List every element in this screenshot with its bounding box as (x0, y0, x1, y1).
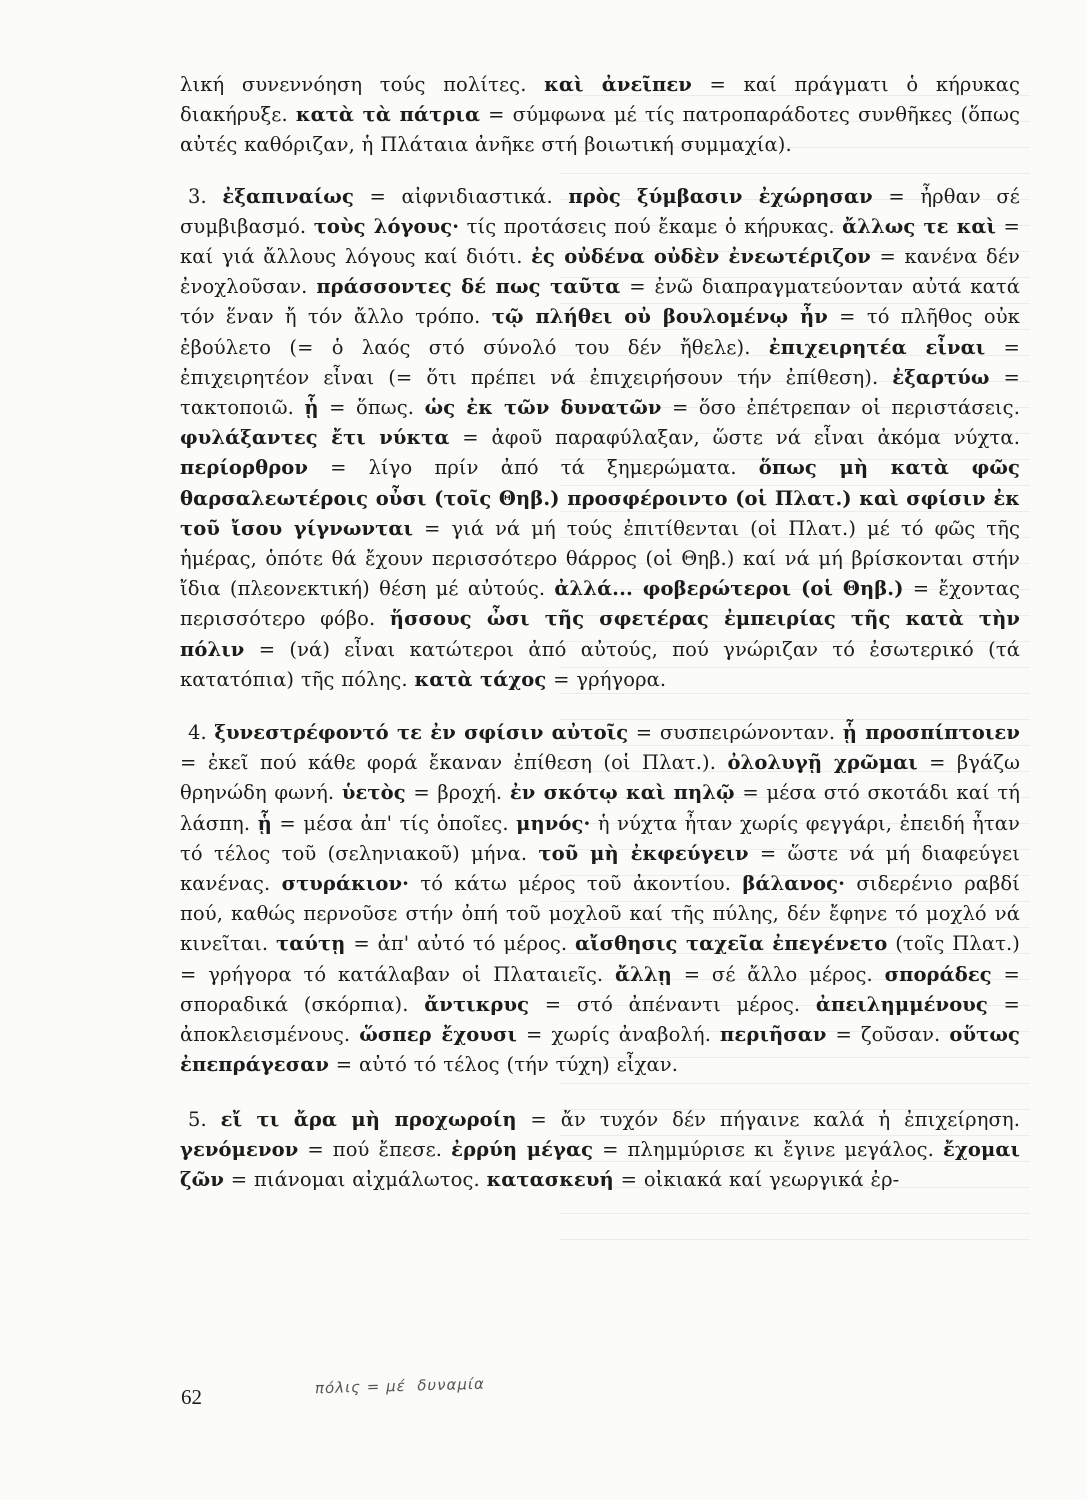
gloss-text: = πλημμύρισε κι ἔγινε μεγάλος. (593, 1137, 943, 1161)
gloss-text: = ὥστε νά μή διαφεύγει κανένας. (180, 841, 1027, 896)
gloss-text: = βγάζω θρηνώδη φωνή. (180, 751, 1027, 805)
lemma-term: ἔχομαι ζῶν (180, 1137, 1028, 1191)
lemma-term: ᾗ (257, 811, 272, 835)
paragraph-section-4 (180, 718, 1028, 1080)
lemma-term: ἥσσους ὦσι τῆς σφετέρας ἐμπειρίας τῆς κατὰ τὴν πόλιν (180, 607, 1028, 661)
gloss-text: = αἰφνιδιαστικά. (353, 184, 569, 208)
handwritten-note: πόλις = μέ δυναμία (314, 1374, 486, 1398)
lemma-term: ὅπως μὴ κατὰ φῶς θαρσαλεωτέροις οὖσι (τοῖς Θηβ.) προσφέροιντο (οἱ Πλατ.) καὶ σφίσιν ἐκ τοῦ ἴσου γίγνωνται (180, 456, 1028, 540)
lemma-term: οὕτως ἐπεπράγεσαν (180, 1023, 1028, 1077)
gloss-text: = πιάνομαι αἰχμάλωτος. (223, 1167, 487, 1191)
lemma-term: ἄλλῃ (614, 962, 672, 986)
gloss-text: = καί πράγματι ὁ κήρυκας διακήρυξε. (180, 73, 1027, 127)
lemma-term: στυράκιον· (281, 872, 409, 896)
lemma-term: ὀλολυγῇ χρῶμαι (727, 751, 918, 775)
lemma-term: ὑετὸς (341, 781, 406, 805)
lemma-term: ἀπειλημμένους (815, 992, 988, 1016)
gloss-text: = γιά νά μή τούς ἐπιτίθενται (οἱ Πλατ.) μέ τό φῶς τῆς ἡμέρας, ὁπότε θά ἔχουν περισσότερο θάρρος (οἱ Θηβ.) καί νά μή βρίσκονται στήν ἴδια (πλεονεκτική) θέση μέ αὐτούς. (180, 516, 1027, 601)
gloss-text: = μέσα ἀπ' τίς ὁποῖες. (271, 811, 517, 835)
gloss-text: = ἄν τυχόν δέν πήγαινε καλά ἡ ἐπιχείρηση. (516, 1107, 1027, 1131)
lemma-term: κατὰ τὰ πάτρια (295, 103, 481, 127)
gloss-text: = γρήγορα. (546, 667, 667, 691)
gloss-text: = ζοῦσαν. (826, 1023, 950, 1047)
gloss-text: = σέ ἄλλο μέρος. (671, 962, 885, 986)
lemma-term: ἐξαπιναίως (222, 184, 354, 208)
gloss-text: = τό πλῆθος οὐκ ἐβούλετο (= ὁ λαός στό σύνολό του δέν ἤθελε). (180, 305, 1027, 359)
lemma-term: περίορθρον (180, 456, 309, 480)
gloss-text: = οἰκιακά καί γεωργικά ἐρ- (613, 1167, 900, 1191)
lemma-term: ἐρρύη μέγας (451, 1137, 594, 1161)
lemma-term: ᾗ προσπίπτοιεν (842, 721, 1020, 745)
gloss-text: = τακτοποιῶ. (180, 365, 1027, 420)
gloss-text: = ἀπ' αὐτό τό μέρος. (345, 932, 576, 956)
gloss-text: = ἔχοντας περισσότερο φόβο. (180, 577, 1027, 631)
lemma-term: σποράδες (884, 962, 992, 986)
lemma-term: ἐν σκότῳ καὶ πηλῷ (509, 781, 735, 805)
lemma-term: φυλάξαντες ἔτι νύκτα (180, 426, 450, 450)
gloss-text: = βροχή. (405, 781, 510, 805)
main-text (180, 70, 1028, 1195)
lemma-term: κατασκευή (486, 1167, 614, 1191)
lemma-term: γενόμενον (180, 1137, 299, 1161)
lemma-term: βάλανος· (742, 872, 846, 896)
lemma-term: ἀλλά... φοβερώτεροι (οἱ Θηβ.) (554, 577, 904, 601)
gloss-text: 3. (188, 184, 223, 208)
paragraph-1 (180, 70, 1027, 161)
gloss-text: = κανένα δέν ἐνοχλοῦσαν. (180, 245, 1027, 299)
gloss-text: 4. (188, 721, 215, 745)
gloss-text: = ἐπιχειρητέον εἶναι (= ὅτι πρέπει νά ἐπιχειρήσουν τήν ἐπίθεση). (180, 335, 1027, 389)
gloss-text: = ἐκεῖ πού κάθε φορά ἔκαναν ἐπίθεση (οἱ Πλατ.). (180, 721, 1027, 775)
gloss-text: = σύμφωνα μέ τίς πατροπαράδοτες συνθῆκες (ὅπως αὐτές καθόριζαν, ἡ Πλάταια ἀνῆκε στή βοιωτική συμμαχία). (180, 103, 1027, 157)
gloss-text: = χωρίς ἀναβολή. (517, 1023, 721, 1047)
gloss-text: = συσπειρώνονταν. (628, 721, 843, 745)
paragraph-section-3 (180, 182, 1028, 695)
lemma-term: περιῆσαν (720, 1023, 827, 1047)
lemma-term: τῷ πλήθει οὐ βουλομένῳ ἦν (491, 305, 828, 329)
gloss-text: = πού ἔπεσε. (298, 1137, 452, 1161)
gloss-text: = στό ἀπέναντι μέρος. (529, 992, 816, 1016)
lemma-term: πρὸς ξύμβασιν ἐχώρησαν (568, 184, 873, 208)
lemma-term: μηνός· (516, 811, 591, 835)
gloss-text: = ὅπως. (318, 396, 425, 420)
gloss-text: = ὅσο ἐπέτρεπαν οἱ περιστάσεις. (661, 396, 1027, 420)
lemma-term: ἐς οὐδένα οὐδὲν ἐνεωτέριζον (531, 245, 871, 269)
lemma-term: ἄντικρυς (424, 992, 530, 1016)
lemma-term: ἄλλως τε καὶ (842, 214, 997, 238)
lemma-term: πράσσοντες δέ πως ταῦτα (316, 275, 621, 299)
gloss-text: = καί γιά ἄλλους λόγους καί διότι. (180, 214, 1027, 269)
lemma-term: εἴ τι ἄρα μὴ προχωροίη (220, 1107, 517, 1131)
lemma-term: ὥσπερ ἔχουσι (359, 1023, 517, 1047)
lemma-term: αἴσθησις ταχεῖα ἐπεγένετο (575, 932, 888, 956)
lemma-term: ᾗ (304, 396, 319, 420)
lemma-term: κατὰ τάχος (414, 667, 547, 691)
gloss-text: = λίγο πρίν ἀπό τά ξημερώματα. (308, 456, 759, 480)
gloss-text: σιδερένιο ραβδί πού, καθώς περνοῦσε στήν ὀπή τοῦ μοχλοῦ καί τῆς πύλης, δέν ἔφηνε τό μοχλό νά κινεῖται. (180, 872, 1027, 956)
gloss-text: = (νά) εἶναι κατώτεροι ἀπό αὐτούς, πού γνώριζαν τό ἐσωτερικό (τά κατατόπια) τῆς πόλης. (180, 637, 1027, 691)
gloss-text: = ἀφοῦ παραφύλαξαν, ὥστε νά εἶναι ἀκόμα νύχτα. (449, 426, 1027, 450)
gloss-text: (τοῖς Πλατ.) = γρήγορα τό κατάλαβαν οἱ Πλαταιεῖς. (180, 932, 1027, 986)
lemma-term: ὡς ἐκ τῶν δυνατῶν (424, 396, 662, 420)
gloss-text: λική συνεννόηση τούς πολίτες. (180, 73, 545, 96)
page-number: 62 (181, 1385, 202, 1409)
lemma-term: ξυνεστρέφοντό τε ἐν σφίσιν αὐτοῖς (214, 721, 629, 745)
gloss-text: ἡ νύχτα ἦταν χωρίς φεγγάρι, ἐπειδή ἦταν τό τέλος τοῦ (σεληνιακοῦ) μήνα. (180, 811, 1027, 865)
gloss-text: = ἀποκλεισμένους. (180, 992, 1027, 1047)
lemma-term: ταύτῃ (276, 932, 346, 956)
gloss-text: 5. (188, 1107, 221, 1131)
gloss-text: = ἦρθαν σέ συμβιβασμό. (180, 184, 1027, 238)
lemma-term: ἐξαρτύω (892, 365, 990, 389)
lemma-term: τοῦ μὴ ἐκφεύγειν (538, 841, 749, 865)
gloss-text: = αὐτό τό τέλος (τήν τύχη) εἶχαν. (328, 1053, 679, 1077)
lemma-term: καὶ ἀνεῖπεν (544, 73, 692, 96)
gloss-text: = ἐνῶ διαπραγματεύονταν αὐτά κατά τόν ἕναν ἤ τόν ἄλλο τρόπο. (180, 275, 1027, 329)
lemma-term: ἐπιχειρητέα εἶναι (768, 335, 986, 359)
lemma-term: τοὺς λόγους· (313, 214, 460, 238)
paragraph-section-5 (180, 1105, 1028, 1196)
gloss-text: τό κάτω μέρος τοῦ ἀκοντίου. (409, 872, 743, 896)
gloss-text: = σποραδικά (σκόρπια). (180, 962, 1027, 1016)
gloss-text: τίς προτάσεις πού ἔκαμε ὁ κήρυκας. (459, 214, 843, 238)
gloss-text: = μέσα στό σκοτάδι καί τή λάσπη. (180, 781, 1027, 835)
